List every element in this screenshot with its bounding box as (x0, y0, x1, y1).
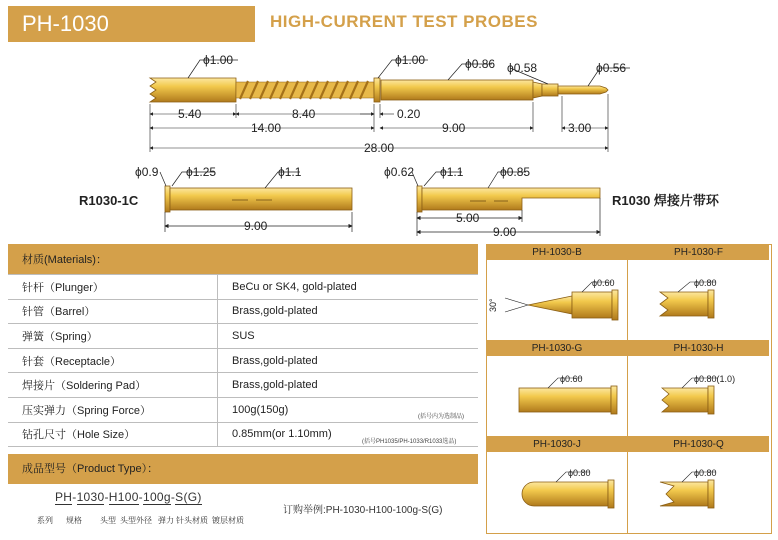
tip-name: PH-1030-Q (628, 437, 769, 452)
hole-note: (括号PH1035/PH-1033/R1033选品) (362, 439, 457, 445)
receptacle-c-dia-c: ϕ1.1 (278, 165, 302, 179)
dia-step: ϕ0.58 (507, 61, 538, 75)
dim-28-00: 28.00 (364, 141, 395, 155)
tip-name: PH-1030-J (487, 437, 627, 452)
tip-cell (487, 245, 628, 341)
code-tip-mat: S (175, 490, 184, 504)
model-badge: PH-1030 (8, 6, 255, 42)
dim-8-40: 8.40 (292, 107, 316, 121)
tip-name: PH-1030-B (487, 245, 627, 260)
tip-g-dia: ϕ0.60 (560, 374, 583, 384)
tip-cell (487, 437, 628, 533)
code-sep: - (138, 490, 143, 504)
code-label: 规格 (66, 516, 82, 525)
receptacle-pad-dia-b: ϕ1.1 (440, 165, 464, 179)
material-name: 弹簧（Spring） (8, 324, 218, 349)
tip-types-grid (486, 244, 772, 534)
code-head: H (108, 490, 118, 504)
tip-name: PH-1030-H (628, 341, 769, 356)
dim-14-00: 14.00 (251, 121, 282, 135)
table-row (8, 275, 478, 300)
table-row (8, 324, 478, 349)
product-type-header: 成品型号（Product Type）： (8, 454, 478, 484)
code-head-dia: 100 (117, 490, 139, 504)
receptacle-pad (417, 186, 600, 212)
code-series: PH (55, 490, 73, 504)
code-label: 镀层材质 (212, 516, 244, 525)
product-code (55, 490, 202, 504)
code-sep: - (170, 490, 176, 504)
tip-name: PH-1030-G (487, 341, 627, 356)
receptacle-pad-dim-9: 9.00 (493, 225, 517, 239)
receptacle-pad-label: R1030 焊接片带环 (612, 193, 719, 208)
code-label: 头型 (100, 516, 116, 525)
code-label: 针头材质 (176, 516, 208, 525)
dia-tail: ϕ0.56 (596, 61, 627, 75)
receptacle-c (165, 186, 352, 212)
materials-header-row (8, 244, 478, 275)
material-value: Brass,gold-plated (218, 299, 479, 324)
receptacle-pad-dim-5: 5.00 (456, 211, 480, 225)
material-value: 0.85mm(or 1.10mm) (218, 422, 479, 447)
material-name: 针杆（Plunger） (8, 275, 218, 300)
material-value: SUS (218, 324, 479, 349)
code-label: 弹力 (158, 516, 174, 525)
code-plating: (G) (183, 490, 202, 504)
tip-b-angle: 30° (488, 298, 498, 312)
materials-header: 材质(Materials)： (8, 244, 478, 275)
main-probe (150, 78, 608, 102)
dim-0-20: 0.20 (397, 107, 421, 121)
dim-3-00: 3.00 (568, 121, 592, 135)
dia-plunger-a: ϕ1.00 (203, 53, 234, 67)
tip-f-dia: ϕ0.80 (694, 278, 717, 288)
tip-cell (628, 341, 769, 437)
tip-name: PH-1030-F (628, 245, 769, 260)
code-spec: 1030 (76, 490, 105, 504)
table-row (8, 299, 478, 324)
receptacle-pad-dia-c: ϕ0.85 (500, 165, 531, 179)
table-row (8, 348, 478, 373)
table-row (8, 397, 478, 422)
tip-cell (628, 245, 769, 341)
dia-plunger-b: ϕ1.00 (395, 53, 426, 67)
dim-5-40: 5.40 (178, 107, 202, 121)
code-sep: - (72, 490, 77, 504)
material-value: 100g(150g) (218, 397, 479, 422)
tip-cell (487, 341, 628, 437)
material-value: Brass,gold-plated (218, 348, 479, 373)
order-example: 订购举例:PH-1030-H100-100g-S(G) (283, 505, 443, 516)
table-row (8, 373, 478, 398)
force-note: (括号内为选制品) (418, 414, 464, 420)
receptacle-c-length: 9.00 (244, 219, 268, 233)
code-label: 头型外径 (120, 516, 152, 525)
material-name: 压实弹力（Spring Force） (8, 397, 218, 422)
material-name: 针套（Receptacle） (8, 348, 218, 373)
tip-j-dia: ϕ0.80 (568, 468, 591, 478)
tip-h-dia: ϕ0.80(1.0) (694, 374, 736, 384)
material-name: 焊接片（Soldering Pad） (8, 373, 218, 398)
material-value: BeCu or SK4, gold-plated (218, 275, 479, 300)
dim-9-00: 9.00 (442, 121, 466, 135)
material-name: 针管（Barrel） (8, 299, 218, 324)
code-force: 100g (142, 490, 171, 504)
material-value: Brass,gold-plated (218, 373, 479, 398)
code-label: 系列 (37, 516, 53, 525)
receptacle-c-label: R1030-1C (79, 193, 139, 208)
tip-b-dia: ϕ0.60 (592, 278, 615, 288)
receptacle-pad-dia-a: ϕ0.62 (384, 165, 415, 179)
materials-table (8, 244, 478, 447)
tip-q-dia: ϕ0.80 (694, 468, 717, 478)
page-title: HIGH-CURRENT TEST PROBES (270, 12, 538, 31)
dia-barrel: ϕ0.86 (465, 57, 496, 71)
code-sep: - (104, 490, 109, 504)
receptacle-c-dia-a: ϕ0.9 (135, 165, 159, 179)
tip-cell (628, 437, 769, 533)
receptacle-c-dia-b: ϕ1.25 (186, 165, 217, 179)
material-name: 钻孔尺寸（Hole Size） (8, 422, 218, 447)
